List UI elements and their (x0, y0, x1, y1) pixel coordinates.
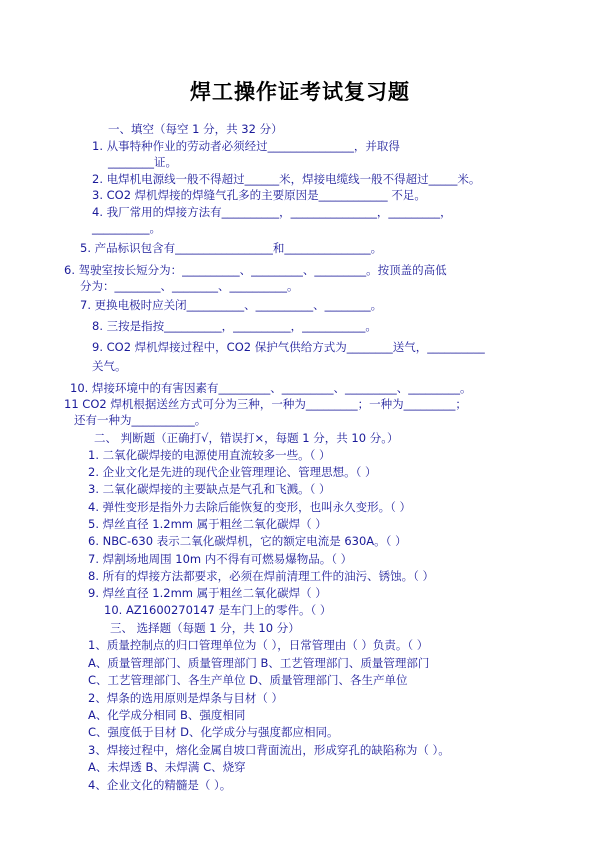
question-line: 10. AZ1600270147 是车门上的零件。（ ） (104, 603, 332, 617)
question-line: 3. 二氧化碳焊接的主要缺点是气孔和飞溅。（ ） (88, 482, 331, 496)
question-line: 9. 焊丝直径 1.2mm 属于粗丝二氧化碳焊（ ） (88, 586, 327, 600)
option-line: A、化学成分相同 B、强度相同 (88, 708, 246, 722)
question-line: 9. CO2 焊机焊接过程中，CO2 保护气供给方式为________送气，__________ (92, 340, 485, 354)
question-line: 1. 从事特种作业的劳动者必须经过_______________，并取得 (92, 139, 400, 153)
question-line: 2. 电焊机电源线一般不得超过______米，焊接电缆线一般不得超过_____米。 (92, 172, 481, 186)
question-line: 还有一种为___________。 (74, 413, 207, 427)
question-line: ________证。 (108, 155, 177, 169)
page-title: 焊工操作证考试复习题 (190, 79, 410, 104)
option-line: A、质量管理部门、质量管理部门 B、工艺管理部门、质量管理部门 (88, 656, 430, 670)
question-line: 11 CO2 焊机根据送丝方式可分为三种，一种为_________；一种为_________； (64, 397, 467, 411)
question-line: 6. 驾驶室按长短分为：__________、_________、_________。按顶盖的高低 (64, 263, 447, 277)
question-line: 3、焊接过程中，熔化金属自坡口背面流出，形成穿孔的缺陷称为（ ）。 (88, 743, 450, 757)
question-line: 4. 我厂常用的焊接方法有__________，_______________，_________， (92, 205, 452, 219)
section-multiple-choice-heading: 三、 选择题（每题 1 分，共 10 分） (110, 621, 300, 635)
question-line: 4、企业文化的精髓是（ ）。 (88, 778, 232, 792)
question-line: 6. NBC-630 表示二氧化碳焊机，它的额定电流是 630A。（ ） (88, 534, 407, 548)
option-line: A、未焊透 B、未焊满 C、烧穿 (88, 760, 246, 774)
question-line: __________。 (92, 221, 161, 235)
question-line: 5. 产品标识包含有_________________和_______________。 (80, 241, 383, 255)
question-line: 3. CO2 焊机焊接的焊缝气孔多的主要原因是____________ 不足。 (92, 188, 426, 202)
question-line: 7. 焊割场地周围 10m 内不得有可燃易爆物品。（ ） (88, 552, 353, 566)
question-line: 关气。 (92, 359, 127, 373)
question-line: 2. 企业文化是先进的现代企业管理理论、管理思想。（ ） (88, 465, 377, 479)
option-line: C、强度低于目材 D、化学成分与强度都应相同。 (88, 725, 339, 739)
question-line: 8. 所有的焊接方法都要求，必须在焊前清理工件的油污、锈蚀。（ ） (88, 569, 435, 583)
question-line: 1、质量控制点的归口管理单位为（ ），日常管理由（ ）负责。（ ） (88, 638, 429, 652)
question-line: 7. 更换电极时应关闭__________、__________、________。 (80, 298, 383, 312)
question-line: 1. 二氧化碳焊接的电源使用直流较多一些。（ ） (88, 448, 331, 462)
section-fill-blank-heading: 一、填空（每空 1 分，共 32 分） (108, 122, 283, 136)
question-line: 8. 三按是指按__________，__________，___________。 (92, 319, 377, 333)
question-line: 2、焊条的选用原则是焊条与目材（ ） (88, 691, 283, 705)
question-line: 4. 弹性变形是指外力去除后能恢复的变形，也叫永久变形。（ ） (88, 500, 412, 514)
question-line: 5. 焊丝直径 1.2mm 属于粗丝二氧化碳焊（ ） (88, 517, 327, 531)
option-line: C、工艺管理部门、各生产单位 D、质量管理部门、各生产单位 (88, 673, 408, 687)
question-line: 10. 焊接环境中的有害因素有_________、_________、_________、_________。 (70, 381, 472, 395)
question-line: 分为：________、________、__________。 (80, 279, 299, 293)
section-true-false-heading: 二、 判断题（正确打√，错误打×，每题 1 分，共 10 分。） (94, 431, 399, 445)
